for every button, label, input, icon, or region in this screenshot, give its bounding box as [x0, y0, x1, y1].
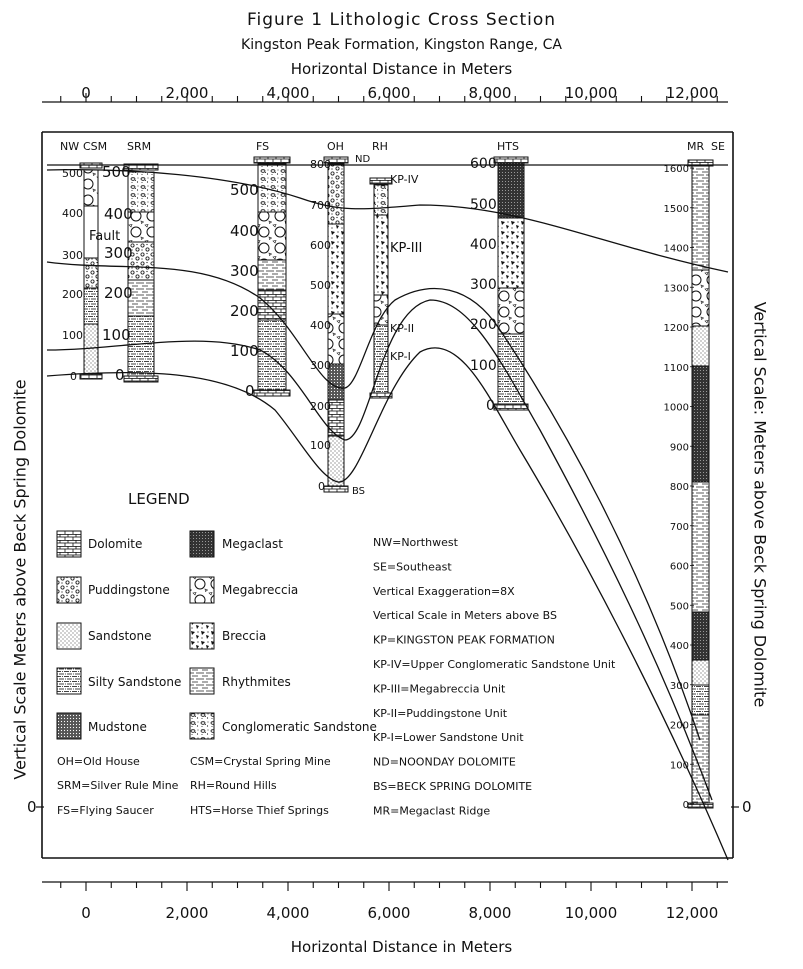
bottom-axis-label: Horizontal Distance in Meters [290, 938, 513, 956]
oh-tick: 700 [310, 199, 331, 212]
mr-tick: 1400 [663, 243, 689, 255]
legend-swatch-dolomite [57, 531, 81, 557]
column-srm [124, 164, 158, 382]
legend-swatch-mudstone [57, 713, 81, 739]
csm-tick: 100 [62, 329, 83, 342]
legend-location: RH=Round Hills [190, 779, 277, 792]
mr-tick: 1200 [663, 323, 689, 334]
mr-tick: 1600 [663, 164, 689, 175]
oh-tick: 500 [310, 279, 331, 292]
kp-iv-label: KP-IV [390, 173, 419, 186]
legend-swatch-conglomeratic-sandstone [190, 713, 214, 739]
legend-label-megaclast: Megaclast [222, 537, 283, 551]
right-zero-label: 0 [742, 798, 752, 816]
column-label-srm: SRM [127, 140, 152, 153]
mr-tick: 200 [669, 720, 689, 732]
top-axis-label: Horizontal Distance in Meters [290, 60, 513, 78]
legend-note: NW=Northwest [373, 536, 458, 549]
column-label-rh: RH [372, 140, 388, 153]
column-label-csm: CSM [83, 140, 108, 153]
csm-tick: 400 [62, 207, 83, 220]
legend-note: MR=Megaclast Ridge [373, 804, 491, 818]
top-axis-tick-label: 12,000 [665, 84, 719, 102]
legend-label-megabreccia: Megabreccia [222, 583, 299, 597]
fs-tick: 200 [230, 302, 259, 320]
mr-tick: 1100 [663, 362, 689, 374]
left-axis-label: Vertical Scale Meters above Beck Spring Dolomite [10, 379, 30, 780]
legend-note: Vertical Exaggeration=8X [373, 584, 515, 598]
legend-location: OH=Old House [57, 755, 140, 768]
se-label: SE [711, 140, 725, 153]
oh-tick: 0 [318, 480, 325, 493]
mr-tick: 0 [682, 800, 689, 811]
top-axis-tick-label: 6,000 [367, 84, 411, 102]
fs-tick: 0 [245, 382, 255, 400]
mr-tick: 1000 [663, 402, 689, 414]
mr-tick: 100 [669, 760, 689, 772]
srm-tick: 0 [115, 366, 125, 384]
top-axis-tick-label: 10,000 [564, 84, 618, 102]
column-csm [80, 163, 102, 379]
bs-label: BS [352, 486, 366, 497]
top-axis-tick-label: 4,000 [266, 84, 310, 102]
bottom-axis-tick-label: 6,000 [367, 904, 411, 922]
left-zero-label: 0 [27, 798, 37, 816]
srm-tick: 200 [104, 284, 133, 302]
top-axis-tick-label: 8,000 [468, 84, 512, 102]
oh-tick: 800 [310, 158, 331, 171]
legend-swatch-silty-sandstone [57, 668, 81, 694]
legend-notes [373, 536, 616, 817]
oh-tick: 300 [310, 359, 331, 372]
csm-tick: 200 [62, 288, 83, 301]
legend-note: ND=NOONDAY DOLOMITE [373, 755, 516, 769]
fault-label: Fault [89, 229, 121, 244]
top-axis-ticks [61, 84, 719, 102]
legend-note: SE=Southeast [373, 560, 452, 574]
legend-note: KP-I=Lower Sandstone Unit [373, 731, 524, 745]
legend-note: Vertical Scale in Meters above BS [373, 609, 557, 623]
legend-location: CSM=Crystal Spring Mine [190, 755, 331, 768]
legend-location: SRM=Silver Rule Mine [57, 779, 179, 792]
mr-tick: 700 [669, 521, 689, 533]
bottom-axis-tick-label: 2,000 [165, 904, 209, 922]
column-mr [688, 160, 713, 808]
srm-tick: 400 [104, 205, 133, 223]
kp-iii-label: KP-III [390, 241, 423, 256]
mr-tick: 400 [669, 641, 689, 652]
legend-label-breccia: Breccia [222, 629, 267, 643]
oh-tick: 200 [310, 400, 331, 413]
legend-label-mudstone: Mudstone [88, 720, 147, 734]
fs-tick: 500 [230, 181, 259, 199]
legend-label-sandstone: Sandstone [88, 629, 152, 643]
bottom-axis-tick-label: 12,000 [665, 904, 719, 922]
mr-tick: 1500 [663, 203, 689, 215]
legend-swatch-megaclast [190, 531, 214, 557]
srm-tick: 100 [102, 326, 131, 344]
legend-swatch-puddingstone [57, 577, 81, 603]
oh-tick: 100 [310, 439, 331, 452]
legend-note: KP-IV=Upper Conglomeratic Sandstone Unit [373, 658, 616, 671]
column-label-hts: HTS [497, 140, 519, 153]
column-label-mr: MR [687, 140, 705, 153]
legend-label-puddingstone: Puddingstone [88, 583, 170, 597]
column-label-fs: FS [256, 140, 270, 153]
mr-tick: 300 [669, 680, 689, 692]
fs-tick: 300 [230, 262, 259, 280]
oh-tick: 400 [310, 319, 331, 332]
csm-tick: 300 [62, 249, 83, 262]
fs-tick: 400 [230, 222, 259, 240]
kp-ii-label: KP-II [390, 322, 415, 335]
nd-label: ND [355, 154, 371, 165]
fs-tick: 100 [230, 342, 259, 360]
legend-note: KP-II=Puddingstone Unit [373, 706, 508, 720]
hts-tick: 500 [470, 197, 497, 213]
legend-note: KP=KINGSTON PEAK FORMATION [373, 633, 555, 647]
hts-tick: 0 [486, 398, 495, 414]
bottom-axis-ticks [61, 882, 719, 922]
right-axis-label: Vertical Scale: Meters above Beck Spring Dolomite [750, 301, 770, 708]
mr-tick: 900 [669, 442, 689, 454]
legend-note: KP-III=Megabreccia Unit [373, 682, 506, 696]
bottom-axis-tick-label: 10,000 [564, 904, 618, 922]
legend-swatch-breccia [190, 623, 214, 649]
legend [57, 490, 377, 817]
legend-note: BS=BECK SPRING DOLOMITE [373, 780, 533, 793]
csm-tick: 500 [62, 167, 83, 180]
legend-location: HTS=Horse Thief Springs [190, 804, 329, 817]
hts-tick: 100 [470, 358, 497, 374]
column-label-oh: OH [327, 140, 344, 153]
srm-tick: 300 [104, 244, 133, 262]
nw-label: NW [60, 140, 80, 153]
legend-label-conglomeratic-sandstone: Conglomeratic Sandstone [222, 720, 377, 734]
legend-title: LEGEND [128, 490, 190, 508]
mr-tick: 1300 [663, 283, 689, 295]
legend-swatch-rhythmites [190, 668, 214, 694]
top-axis-tick-label: 2,000 [165, 84, 209, 102]
bottom-axis-tick-label: 4,000 [266, 904, 310, 922]
mr-tick: 800 [669, 482, 689, 493]
column-hts [494, 157, 528, 410]
legend-swatch-sandstone [57, 623, 81, 649]
srm-tick: 500 [102, 163, 131, 181]
csm-tick: 0 [70, 370, 77, 383]
bottom-axis-tick-label: 0 [81, 904, 91, 922]
legend-label-rhythmites: Rhythmites [222, 675, 291, 689]
legend-label-dolomite: Dolomite [88, 537, 143, 551]
mr-tick: 500 [669, 601, 689, 613]
legend-swatch-megabreccia [190, 577, 214, 603]
kp-i-label: KP-I [390, 350, 411, 363]
bottom-axis-tick-label: 8,000 [468, 904, 512, 922]
hts-tick: 400 [470, 237, 497, 253]
top-axis-tick-label: 0 [81, 84, 91, 102]
figure-title: Figure 1 Lithologic Cross Section [246, 10, 557, 30]
legend-label-silty-sandstone: Silty Sandstone [88, 675, 182, 689]
oh-tick: 600 [310, 239, 331, 252]
mr-tick: 600 [669, 561, 689, 573]
hts-tick: 300 [470, 277, 497, 293]
figure-subtitle: Kingston Peak Formation, Kingston Range, CA [241, 37, 562, 53]
legend-location: FS=Flying Saucer [57, 804, 154, 817]
hts-tick: 200 [470, 317, 497, 333]
hts-tick: 600 [470, 156, 497, 172]
